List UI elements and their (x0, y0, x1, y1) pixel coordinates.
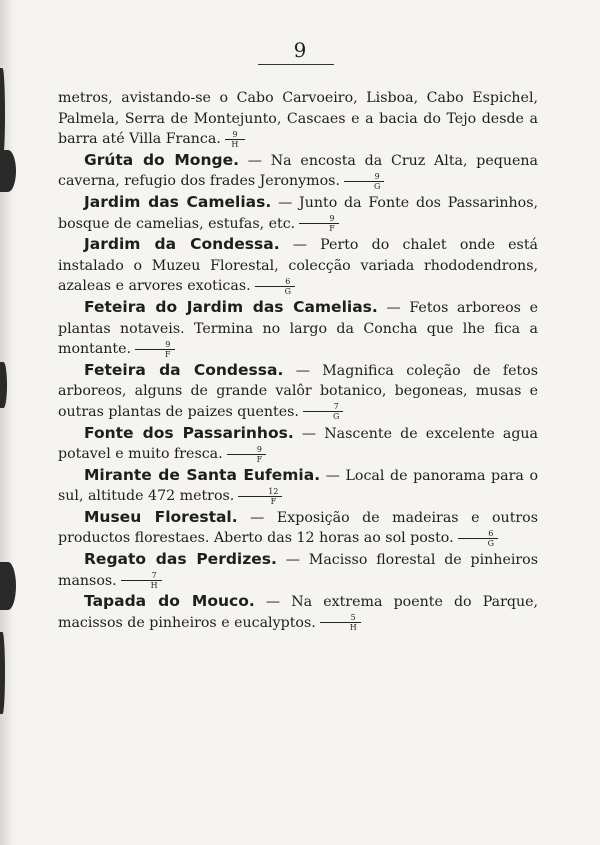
intro-text: metros, avistando-se o Cabo Carvoeiro, Lisboa, Cabo Espichel, Palmela, Serra de Montejunto, Cascaes e a bacia do Tejo desde a barra até Villa Franca. (58, 90, 538, 148)
entry-description: — Perto do chalet onde está instalado o Muzeu Florestal, colecção variada rhododendrons, azaleas e arvores exoticas. (58, 237, 538, 295)
entry-title: Jardim da Condessa. (84, 235, 280, 254)
map-reference-number: 9 (225, 130, 245, 140)
map-reference (299, 214, 339, 233)
map-reference-grid: H (349, 623, 357, 633)
map-reference-number: 9 (227, 445, 267, 455)
map-reference-number: 7 (121, 571, 162, 581)
entry-description: — Magnifica coleção de fetos arboreos, alguns de grande valôr botanico, begoneas, musas e outras plantas de paizes quentes. (58, 362, 538, 420)
entry-title: Fonte dos Passarinhos. (84, 423, 294, 442)
map-reference-number: 6 (255, 277, 295, 287)
entry-title: Feteira da Condessa. (84, 360, 284, 379)
map-reference (135, 340, 175, 359)
map-reference-number: 9 (299, 214, 339, 224)
entry-description: — Macisso florestal de pinheiros mansos. (58, 552, 538, 589)
entry-description: — Na extrema poente do Parque, macissos de pinheiros e eucalyptos. (58, 594, 539, 631)
entry-title: Mirante de Santa Eufemia. (84, 465, 321, 484)
entry-description: — Local de panorama para o sul, altitude 472 metros. (58, 467, 538, 505)
map-reference-grid: G (487, 538, 494, 548)
map-reference-number: 9 (344, 172, 384, 182)
entry-description: — Exposição de madeiras e outros productos florestaes. Aberto das 12 horas ao sol posto. (58, 509, 538, 547)
index-entry (58, 423, 538, 465)
index-entry (58, 465, 538, 507)
entry-description: — Nascente de excelente agua potavel e muito fresca. (58, 425, 539, 463)
entry-title: Feteira do Jardim das Camelias. (84, 297, 378, 316)
index-entry (58, 150, 538, 192)
entry-title: Regato das Perdizes. (84, 550, 277, 569)
map-reference-number: 7 (303, 402, 343, 412)
index-entry (58, 192, 538, 234)
map-reference-grid: G (284, 286, 292, 296)
map-reference-grid: H (231, 139, 239, 149)
margin-mark (0, 362, 7, 408)
margin-mark (0, 562, 16, 610)
map-reference (344, 172, 384, 191)
map-reference (320, 613, 361, 632)
entry-description: — Na encosta da Cruz Alta, pequena caverna, refugio dos frades Jeronymos. (58, 152, 538, 190)
map-reference-grid: F (256, 454, 263, 464)
margin-mark (0, 150, 16, 192)
entry-title: Grúta do Monge. (84, 150, 239, 169)
map-reference (255, 277, 295, 296)
map-reference-grid: F (270, 496, 277, 506)
map-reference (238, 487, 282, 506)
text-body (58, 88, 538, 633)
map-reference-grid: F (165, 349, 171, 359)
map-reference-grid: G (373, 181, 381, 191)
index-entry (58, 591, 538, 633)
entry-title: Museu Florestal. (84, 507, 238, 526)
margin-mark (0, 68, 5, 160)
entry-description: — Junto da Fonte dos Passarinhos, bosque de camelias, estufas, etc. (58, 194, 539, 232)
map-reference (121, 571, 162, 590)
entry-title: Jardim das Camelias. (84, 192, 272, 211)
map-reference (227, 445, 267, 464)
intro-paragraph (58, 88, 538, 150)
margin-mark (0, 632, 5, 714)
map-reference-number: 9 (135, 340, 175, 350)
map-reference-grid: F (329, 224, 335, 234)
map-reference (458, 529, 498, 548)
entry-description: — Fetos arboreos e plantas notaveis. Termina no largo da Concha que lhe fica a montante. (58, 299, 538, 358)
map-reference (303, 402, 343, 421)
index-entry (58, 360, 538, 423)
index-entry (58, 507, 538, 549)
map-reference-number: 12 (238, 487, 282, 497)
page-number-rule (258, 64, 334, 65)
index-entry (58, 297, 538, 360)
map-reference-number: 6 (458, 529, 498, 539)
index-entry (58, 234, 538, 297)
map-reference-number: 5 (320, 613, 361, 623)
map-reference (225, 130, 245, 149)
page-number: 9 (293, 38, 307, 62)
index-entry (58, 549, 538, 591)
map-reference-grid: G (332, 412, 340, 422)
map-reference-grid: H (150, 581, 158, 591)
entry-title: Tapada do Mouco. (84, 592, 255, 611)
